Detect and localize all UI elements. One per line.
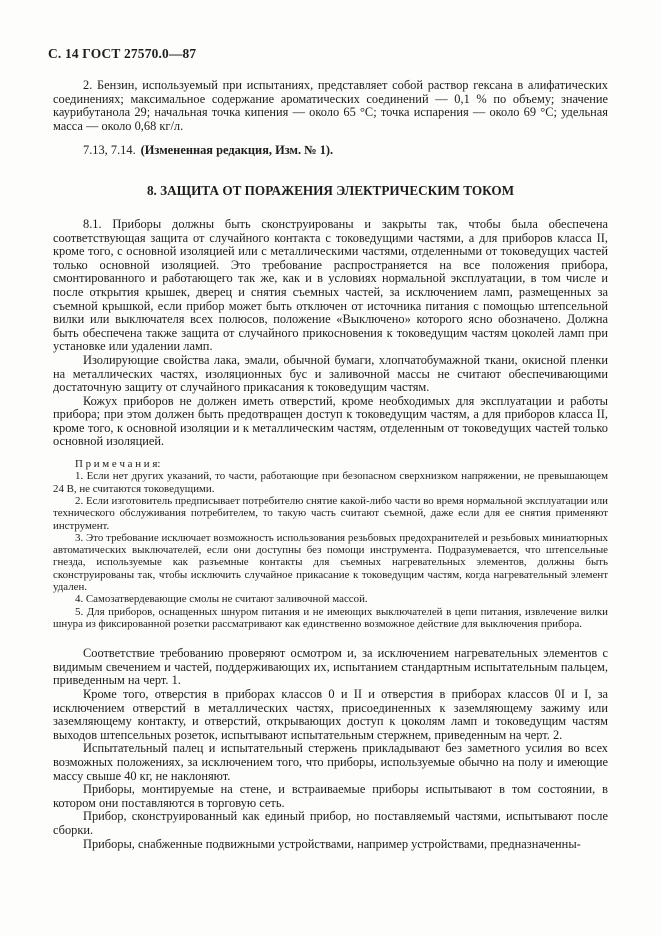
note-item-3: 3. Это требование исключает возможность использования резьбовых предохранителей и резьбовых миниатюрных автоматических выключателей, если они доступны без помощи инструмента. Подразумевается, что штепсельные гнезда, используемые как разъемные контакты для съемных нагревательных элементов, должны быть сконструированы так, чтобы исключить случайное прикасание к токоведущим частям, когда нагревательный элемент удален. <box>53 531 608 594</box>
body-paragraph-test-finger: Испытательный палец и испытательный стержень прикладывают без заметного усилия во всех возможных положениях, за исключением того, что приборы, используемые обычно на полу и имеющие массу свыше 40 кг, не наклоняют. <box>53 741 608 783</box>
notes-block <box>53 458 608 630</box>
note-item-5: 5. Для приборов, оснащенных шнуром питания и не имеющих выключателей в цепи питания, извлечение вилки шнура из фиксированной розетки рассматривают как единственно возможное действие для выключения прибора. <box>53 605 608 630</box>
body-paragraph-openings: Кроме того, отверстия в приборах классов 0 и II и отверстия в приборах классов 0I и I, за исключением отверстий в металлических частях, присоединенных к заземляющему зажиму или заземляющему контакту, и отверстий, открывающих доступ к цоколям ламп и токоведущим частям выходов штепсельных розеток, испытывают испытательным стержнем, приведенным на черт. 2. <box>53 687 608 742</box>
note-item-2: 2. Если изготовитель предписывает потребителю снятие какой-либо части во время нормальной эксплуатации или технического обслуживания потребителем, то такую часть считают съемной, даже если для ее снятия применяют инструмент. <box>53 494 608 532</box>
body-paragraph-assembled: Прибор, сконструированный как единый прибор, но поставляемый частями, испытывают после сборки. <box>53 809 608 837</box>
amendment-line <box>53 144 608 158</box>
body-paragraph-enclosure: Кожух приборов не должен иметь отверстий, кроме необходимых для эксплуатации и работы прибора; при этом должен быть предотвращен доступ к токоведущим частям, а для приборов класса II, кроме того, к основной изоляции и к металлическим частям, отделенным от токоведущих частей только основной изоляцией. <box>53 393 608 449</box>
intro-paragraph: 2. Бензин, используемый при испытаниях, представляет собой раствор гексана в алифатических соединениях; максимальное содержание ароматических соединений — 0,1 % по объему; значение каурибутанола 29; начальная точка кипения — около 65 °С; точка испарения — около 69 °С; удельная масса — около 0,68 кг/л. <box>53 78 608 133</box>
section-heading: 8. ЗАЩИТА ОТ ПОРАЖЕНИЯ ЭЛЕКТРИЧЕСКИМ ТОКОМ <box>146 182 515 198</box>
amendment-clauses: 7.13, 7.14. <box>83 143 136 158</box>
note-item-4: 4. Самозатвердевающие смолы не считают заливочной массой. <box>75 593 368 606</box>
notes-label: П р и м е ч а н и я: <box>75 458 161 471</box>
body-paragraph-movable-devices: Приборы, снабженные подвижными устройствами, например устройствами, предназначенны- <box>83 836 581 851</box>
page-header: С. 14 ГОСТ 27570.0—87 <box>48 46 197 61</box>
amendment-note: (Измененная редакция, Изм. № 1). <box>140 143 334 158</box>
body-paragraph-compliance: Соответствие требованию проверяют осмотром и, за исключением нагревательных элементов с видимым свечением и частей, поддерживающих их, испытанием стандартным испытательным пальцем, приведенным на черт. 1. <box>53 646 608 688</box>
body-paragraph-insulating: Изолирующие свойства лака, эмали, обычной бумаги, хлопчатобумажной ткани, окисной пленки на металлических частях, изоляционных бус и заливочной массы не считают обеспечивающими достаточную защиту от случайного прикасания к токоведущим частям. <box>53 352 608 395</box>
body-paragraph-8-1: 8.1. Приборы должны быть сконструированы и закрыты так, чтобы была обеспечена соответствующая защита от случайного контакта с токоведущими частями, а для приборов класса II, кроме того, с основной изоляцией или с металлическими частями, отделенными от токоведущих частей только основной изоляцией. Это требование распространяется на все положения прибора, смонтированного и работающего так же, как и в условиях нормальной эксплуатации, в том числе и после открытия крышек, дверец и снятия съемных частей, за исключением ламп, размещенных за съемной крышкой, если прибор может быть отключен от источника питания с помощью штепсельной вилки или выключателя всех полюсов, положение «Выключено» которого ясно обозначено. Должна быть обеспечена также защита от случайного прикосновения к токоведущим частям цоколей ламп при установке или удалении ламп. <box>53 216 608 354</box>
body-paragraph-wall-mounted: Приборы, монтируемые на стене, и встраиваемые приборы испытывают в том состоянии, в котором они поставляются в торговую сеть. <box>53 782 608 810</box>
note-item-1: 1. Если нет других указаний, то части, работающие при безопасном сверхнизком напряжении, не превышающем 24 В, не считаются токоведущими. <box>53 470 608 495</box>
